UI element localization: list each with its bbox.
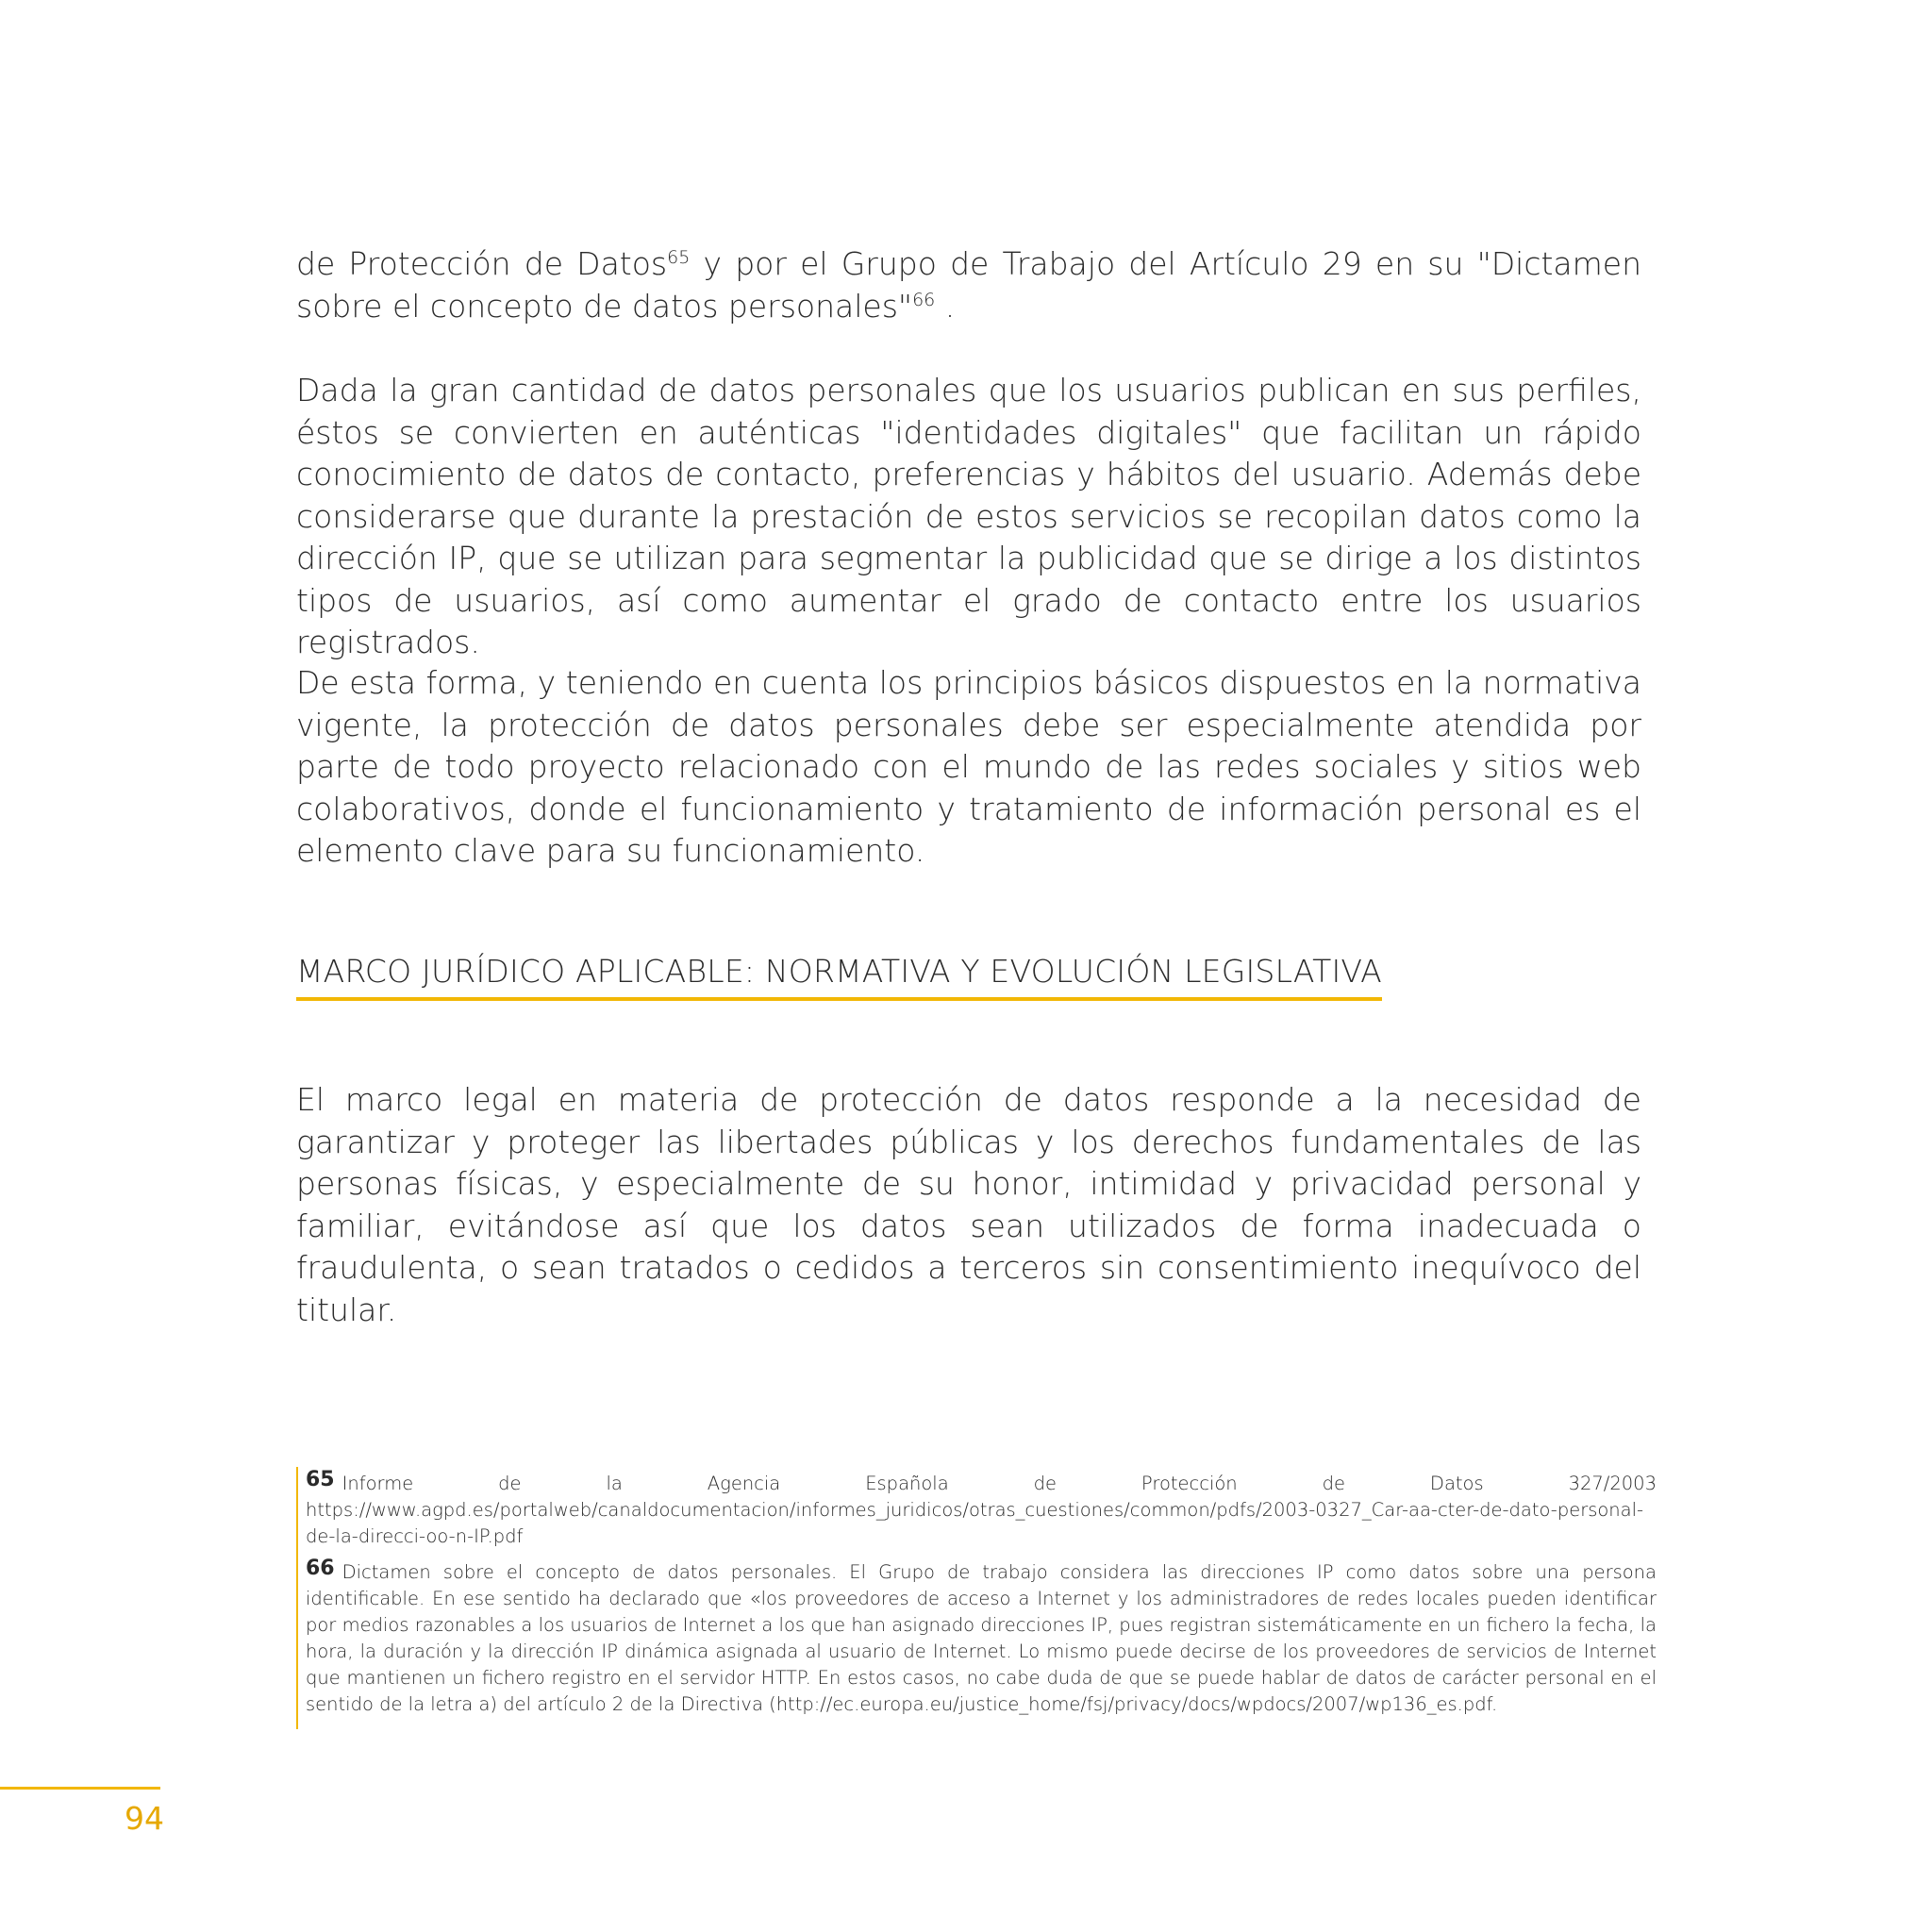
footnote-ref-65[interactable]: 65 — [667, 247, 691, 268]
page-number: 94 — [125, 1800, 164, 1837]
footnote-number: 65 — [306, 1468, 335, 1491]
paragraph-intro-continuation — [296, 243, 1641, 327]
footnotes-block — [296, 1467, 1657, 1729]
footnote-65 — [306, 1467, 1657, 1550]
paragraph-legal-framework: El marco legal en materia de protección de datos responde a la necesidad de garantizar y proteger las libertades públicas y los derechos fundamentales de las personas físicas, y especialmente de su honor, intimidad y privacidad personal y familiar, evitándose así que los datos sean utilizados de forma inadecuada o fraudulenta, o sean tratados o cedidos a terceros sin consentimiento inequívoco del titular. — [296, 1081, 1641, 1328]
footnote-text: Informe de la Agencia Española de Protección de Datos 327/2003 https://www.agpd.es/portalweb/canaldocumentacion/informes_juridicos/otras_cuestiones/common/pdfs/2003-0327_Car-aa-cter-de-dato-personal-de-la-direcci-oo-n-IP.pdf — [306, 1473, 1657, 1547]
footnote-ref-66[interactable]: 66 — [912, 289, 936, 310]
page-number-rule — [0, 1787, 160, 1790]
paragraph-data-protection: De esta forma, y teniendo en cuenta los principios básicos dispuestos en la normativa vigente, la protección de datos personales debe ser especialmente atendida por parte de todo proyecto relacionado con el mundo de las redes sociales y sitios web colaborativos, donde el funcionamiento y tratamiento de información personal es el elemento clave para su funcionamiento. — [296, 664, 1641, 869]
section-heading: MARCO JURÍDICO APLICABLE: NORMATIVA Y EVOLUCIÓN LEGISLATIVA — [296, 953, 1382, 1001]
paragraph-text: de Protección de Datos — [296, 245, 668, 282]
paragraph-text: y por el Grupo de Trabajo del Artículo 29 en su "Dictamen sobre el concepto de datos personales" — [296, 245, 1642, 325]
footnote-text: Dictamen sobre el concepto de datos personales. El Grupo de trabajo considera las direcciones IP como datos sobre una persona identificable. En ese sentido ha declarado que «los proveedores de acceso a Internet y los administradores de redes locales pueden identificar por medios razonables a los usuarios de Internet a los que han asignado direcciones IP, pues registran sistemáticamente en un fichero la fecha, la hora, la duración y la dirección IP dinámica asignada al usuario de Internet. Lo mismo puede decirse de los proveedores de servicios de Internet que mantienen un fichero registro en el servidor HTTP. En estos casos, no cabe duda de que se puede hablar de datos de carácter personal en el sentido de la letra a) del artículo 2 de la Directiva (http://ec.europa.eu/justice_home/fsj/privacy/docs/wpdocs/2007/wp136_es.pdf. — [306, 1561, 1657, 1715]
paragraph-digital-identities: Dada la gran cantidad de datos personales que los usuarios publican en sus perfiles, éstos se convierten en auténticas "identidades digitales" que facilitan un rápido conocimiento de datos de contacto, preferencias y hábitos del usuario. Además debe considerarse que durante la prestación de estos servicios se recopilan datos como la dirección IP, que se utilizan para segmentar la publicidad que se dirige a los distintos tipos de usuarios, así como aumentar el grado de contacto entre los usuarios registrados. — [296, 372, 1641, 660]
paragraph-text: . — [935, 287, 956, 325]
footnote-66 — [306, 1556, 1657, 1718]
footnote-number: 66 — [306, 1557, 335, 1580]
